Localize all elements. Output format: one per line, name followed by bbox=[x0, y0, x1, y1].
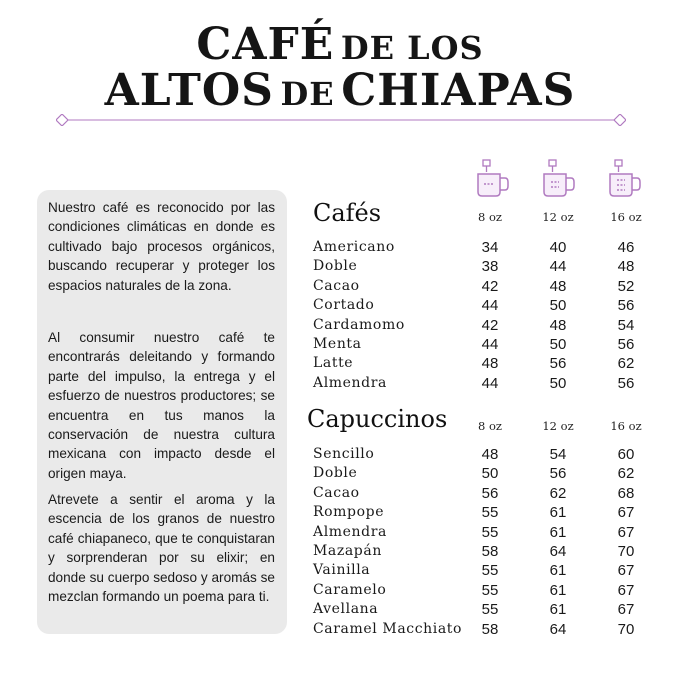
price-8oz: 55 bbox=[481, 562, 499, 580]
item-name: Avellana bbox=[313, 601, 379, 618]
capuccino-item-row bbox=[313, 542, 653, 561]
intro-paragraph-3: Atrevete a sentir el aroma y la escencia de los granos de nuestro café chiapaneco, que te conquistaran y sorprenderan por su elixir; en donde su cuerpo sedoso y aromás se mezclan formando un poema para ti. bbox=[48, 492, 275, 605]
item-name: Americano bbox=[313, 239, 395, 255]
cafes-size-12oz: 12 oz bbox=[542, 210, 574, 224]
capuccinos-size-8oz: 8 oz bbox=[478, 419, 502, 433]
price-12oz: 50 bbox=[549, 297, 567, 315]
price-12oz: 48 bbox=[549, 277, 567, 295]
item-name: Cardamomo bbox=[313, 316, 405, 333]
small-cup-icon bbox=[474, 158, 510, 198]
item-name: Latte bbox=[313, 355, 354, 372]
capuccino-item-row bbox=[313, 523, 653, 542]
price-16oz: 52 bbox=[617, 277, 635, 295]
capuccino-item-row bbox=[313, 503, 653, 522]
price-8oz: 56 bbox=[481, 484, 499, 502]
price-16oz: 56 bbox=[617, 374, 635, 392]
item-name: Cacao bbox=[313, 484, 360, 501]
price-8oz: 50 bbox=[481, 465, 499, 483]
price-12oz: 50 bbox=[549, 335, 567, 353]
price-12oz: 61 bbox=[549, 504, 567, 522]
price-16oz: 70 bbox=[617, 542, 635, 560]
price-12oz: 40 bbox=[549, 239, 567, 256]
price-8oz: 44 bbox=[481, 335, 499, 353]
price-16oz: 62 bbox=[617, 465, 635, 483]
price-8oz: 42 bbox=[481, 277, 499, 295]
price-8oz: 55 bbox=[481, 601, 499, 619]
price-12oz: 44 bbox=[549, 258, 567, 276]
item-name: Almendra bbox=[313, 374, 387, 391]
price-8oz: 48 bbox=[481, 446, 499, 463]
cafes-section-title: Cafés bbox=[313, 199, 382, 227]
item-name: Cortado bbox=[313, 297, 375, 314]
cafe-item-row bbox=[313, 257, 653, 276]
price-12oz: 61 bbox=[549, 601, 567, 619]
intro-paragraph-2: Al consumir nuestro café te encontrarás deleitando y formando parte del impulso, la entrega y el esfuerzo de nuestros productores; se encuentra en tus manos la conservación de nuestra cultura mexicana con impacto desde el origen maya. bbox=[48, 330, 275, 481]
price-8oz: 58 bbox=[481, 620, 499, 638]
price-8oz: 58 bbox=[481, 542, 499, 560]
price-16oz: 67 bbox=[617, 523, 635, 541]
price-8oz: 55 bbox=[481, 581, 499, 599]
item-name: Doble bbox=[313, 258, 358, 275]
item-name: Caramel Macchiato bbox=[313, 620, 463, 637]
divider-left-diamond-icon bbox=[56, 114, 68, 126]
title-word-de: DE bbox=[280, 75, 335, 113]
cafe-item-row bbox=[313, 238, 653, 257]
title-word-de-los: DE LOS bbox=[340, 29, 484, 67]
price-12oz: 56 bbox=[549, 465, 567, 483]
cafe-item-row bbox=[313, 277, 653, 296]
price-16oz: 54 bbox=[617, 316, 635, 334]
item-name: Vainilla bbox=[313, 562, 371, 579]
capuccino-item-row bbox=[313, 464, 653, 483]
title-word-altos: ALTOS bbox=[104, 65, 274, 116]
price-8oz: 34 bbox=[481, 239, 499, 256]
capuccino-item-row bbox=[313, 484, 653, 503]
price-16oz: 62 bbox=[617, 355, 635, 373]
item-name: Rompope bbox=[313, 504, 385, 521]
price-12oz: 64 bbox=[549, 620, 567, 638]
price-12oz: 62 bbox=[549, 484, 567, 502]
price-12oz: 64 bbox=[549, 542, 567, 560]
item-name: Doble bbox=[313, 465, 358, 482]
price-12oz: 61 bbox=[549, 523, 567, 541]
title-word-cafe: CAFÉ bbox=[196, 19, 335, 70]
price-16oz: 48 bbox=[617, 258, 635, 276]
capuccinos-list bbox=[313, 445, 653, 639]
intro-paragraph-1: Nuestro café es reconocido por las condiciones climáticas en donde es cultivado bajo procesos orgánicos, buscando recuperar y proteger los espacios naturales de la zona. bbox=[48, 200, 275, 293]
cafe-item-row bbox=[313, 316, 653, 335]
price-16oz: 68 bbox=[617, 484, 635, 502]
cafes-list bbox=[313, 238, 653, 393]
capuccino-item-row bbox=[313, 581, 653, 600]
price-16oz: 56 bbox=[617, 297, 635, 315]
capuccinos-size-12oz: 12 oz bbox=[542, 419, 574, 433]
cafe-item-row bbox=[313, 296, 653, 315]
price-12oz: 56 bbox=[549, 355, 567, 373]
cafe-item-row bbox=[313, 335, 653, 354]
item-name: Caramelo bbox=[313, 581, 387, 598]
price-12oz: 61 bbox=[549, 581, 567, 599]
capuccino-item-row bbox=[313, 561, 653, 580]
price-16oz: 67 bbox=[617, 562, 635, 580]
price-16oz: 70 bbox=[617, 620, 635, 638]
price-16oz: 46 bbox=[617, 239, 635, 256]
item-name: Menta bbox=[313, 335, 362, 352]
price-8oz: 44 bbox=[481, 374, 499, 392]
cafe-item-row bbox=[313, 374, 653, 393]
price-8oz: 55 bbox=[481, 504, 499, 522]
capuccino-item-row bbox=[313, 600, 653, 619]
price-8oz: 48 bbox=[481, 355, 499, 373]
cafe-item-row bbox=[313, 354, 653, 373]
price-12oz: 48 bbox=[549, 316, 567, 334]
capuccino-item-row bbox=[313, 620, 653, 639]
cafes-size-16oz: 16 oz bbox=[610, 210, 642, 224]
price-16oz: 67 bbox=[617, 504, 635, 522]
header-divider bbox=[56, 114, 626, 126]
item-name: Cacao bbox=[313, 277, 360, 294]
capuccinos-section-title: Capuccinos bbox=[307, 405, 448, 433]
price-12oz: 50 bbox=[549, 374, 567, 392]
price-8oz: 42 bbox=[481, 316, 499, 334]
price-16oz: 60 bbox=[617, 446, 635, 463]
price-12oz: 54 bbox=[549, 446, 567, 463]
item-name: Almendra bbox=[313, 523, 387, 540]
item-name: Sencillo bbox=[313, 446, 375, 462]
capuccinos-size-16oz: 16 oz bbox=[610, 419, 642, 433]
medium-cup-icon bbox=[540, 158, 576, 198]
price-16oz: 56 bbox=[617, 335, 635, 353]
price-8oz: 55 bbox=[481, 523, 499, 541]
price-8oz: 38 bbox=[481, 258, 499, 276]
price-8oz: 44 bbox=[481, 297, 499, 315]
large-cup-icon bbox=[606, 158, 642, 198]
price-12oz: 61 bbox=[549, 562, 567, 580]
capuccino-item-row bbox=[313, 445, 653, 464]
divider-right-diamond-icon bbox=[614, 114, 626, 126]
price-16oz: 67 bbox=[617, 601, 635, 619]
price-16oz: 67 bbox=[617, 581, 635, 599]
title-word-chiapas: CHIAPAS bbox=[341, 65, 576, 116]
cafes-size-8oz: 8 oz bbox=[478, 210, 502, 224]
item-name: Mazapán bbox=[313, 542, 382, 559]
